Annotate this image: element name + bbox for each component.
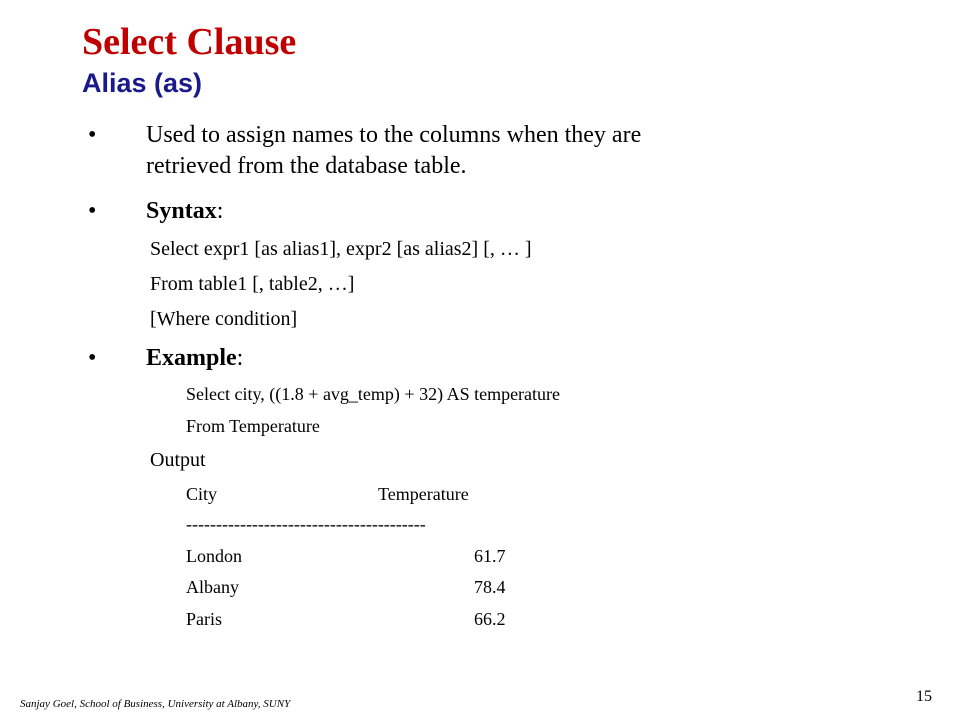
syntax-colon: : (216, 198, 224, 224)
bullet-text-line: retrieved from the database table. (146, 153, 467, 179)
table-cell-city: London (186, 546, 242, 566)
bullet-marker: • (88, 345, 97, 371)
footer-credit: Sanjay Goel, School of Business, University at Albany, SUNY (20, 698, 291, 710)
table-header-city: City (186, 484, 218, 504)
table-cell-city: Paris (186, 609, 222, 629)
query-line: From Temperature (186, 416, 320, 436)
output-label: Output (150, 449, 206, 471)
page-number: 15 (916, 688, 932, 705)
slide-subtitle: Alias (as) (82, 68, 203, 98)
table-cell-temperature: 66.2 (474, 609, 506, 629)
syntax-line: From table1 [, table2, …] (150, 273, 355, 295)
syntax-heading (146, 196, 223, 227)
table-header-temperature: Temperature (378, 484, 469, 504)
syntax-line: Select expr1 [as alias1], expr2 [as alias2] [, … ] (150, 238, 532, 260)
bullet-text-line: Used to assign names to the columns when they are (146, 122, 642, 148)
query-line: Select city, ((1.8 + avg_temp) + 32) AS temperature (186, 384, 561, 404)
example-heading (146, 343, 243, 374)
bullet-marker: • (88, 122, 97, 148)
example-colon: : (236, 345, 244, 371)
table-separator: ---------------------------------------- (186, 514, 426, 534)
bullet-marker: • (88, 198, 97, 224)
table-cell-temperature: 61.7 (474, 546, 506, 566)
slide-title: Select Clause (82, 21, 297, 63)
example-label: Example (146, 345, 237, 371)
table-cell-temperature: 78.4 (474, 577, 506, 597)
table-cell-city: Albany (186, 577, 239, 597)
syntax-label: Syntax (146, 198, 217, 224)
syntax-line: [Where condition] (150, 308, 298, 330)
